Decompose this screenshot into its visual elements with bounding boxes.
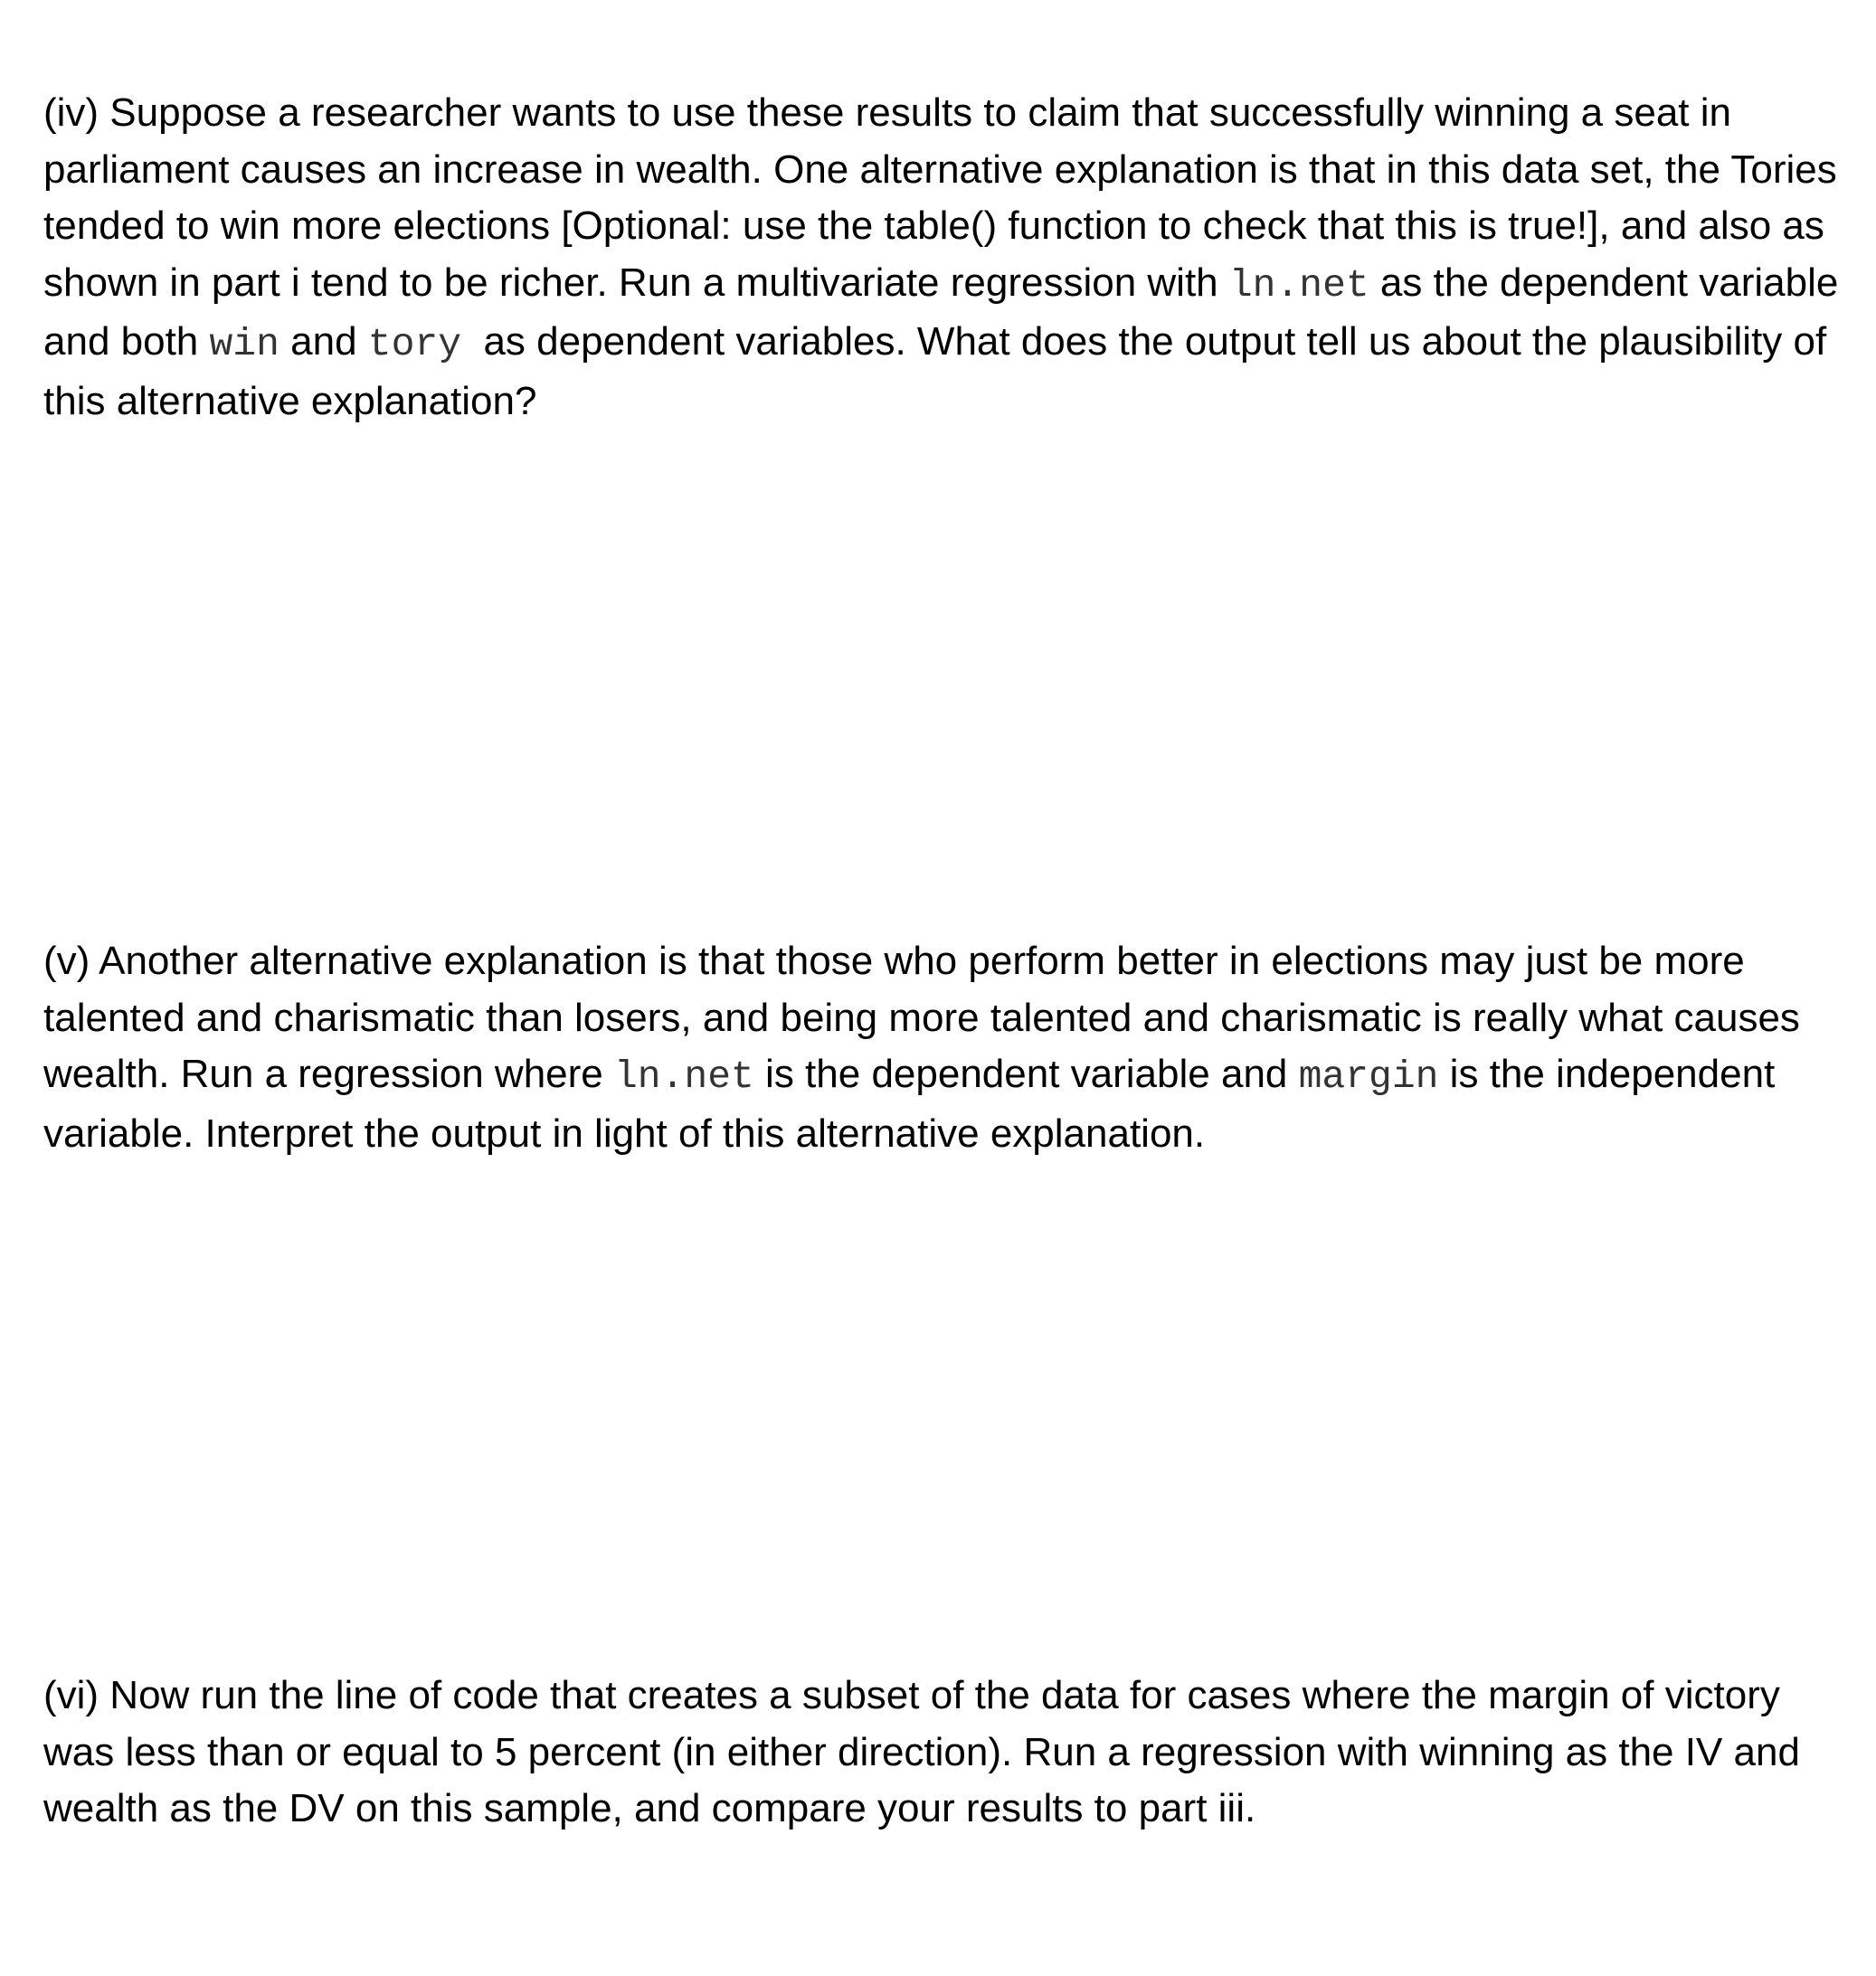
- question-vi: [43, 1668, 1839, 1838]
- question-iv: [43, 85, 1839, 430]
- question-iv-text-4: as dependent variables. What does the output tell us about the plausibility of this alternative explanation?: [43, 319, 1838, 423]
- question-v: [43, 933, 1839, 1162]
- question-v-text-1: (v) Another alternative explanation is that those who perform better in elections may just be more talented and charismatic than losers, and being more talented and charismatic is really what causes wealth. Run a regression where: [43, 939, 1800, 1096]
- code-ln-net: ln.net: [1228, 262, 1369, 307]
- code-margin: margin: [1298, 1054, 1439, 1099]
- question-vi-text: (vi) Now run the line of code that creates a subset of the data for cases where the margin of victory was less than or equal to 5 percent (in either direction). Run a regression with winning as the IV and wealth as the DV on this sample, and compare your results to part iii.: [43, 1673, 1800, 1830]
- question-iv-text-3: and: [279, 319, 368, 364]
- code-win: win: [209, 322, 280, 366]
- question-iv-text-2: as the dependent variable and both: [43, 260, 1839, 364]
- code-tory: tory: [367, 322, 462, 366]
- question-iv-text-1: (iv) Suppose a researcher wants to use these results to claim that successfully winning a seat in parliament causes an increase in wealth. One alternative explanation is that in this data set, the Tories tended to win more elections [Optional: use the table() function to check that this is true!], and also as shown in part i tend to be richer. Run a multivariate regression with: [43, 90, 1837, 305]
- question-v-text-3: is the independent variable. Interpret the output in light of this alternative explanation.: [43, 1052, 1776, 1156]
- code-ln-net: ln.net: [614, 1054, 754, 1099]
- question-v-text-2: is the dependent variable and: [753, 1052, 1299, 1096]
